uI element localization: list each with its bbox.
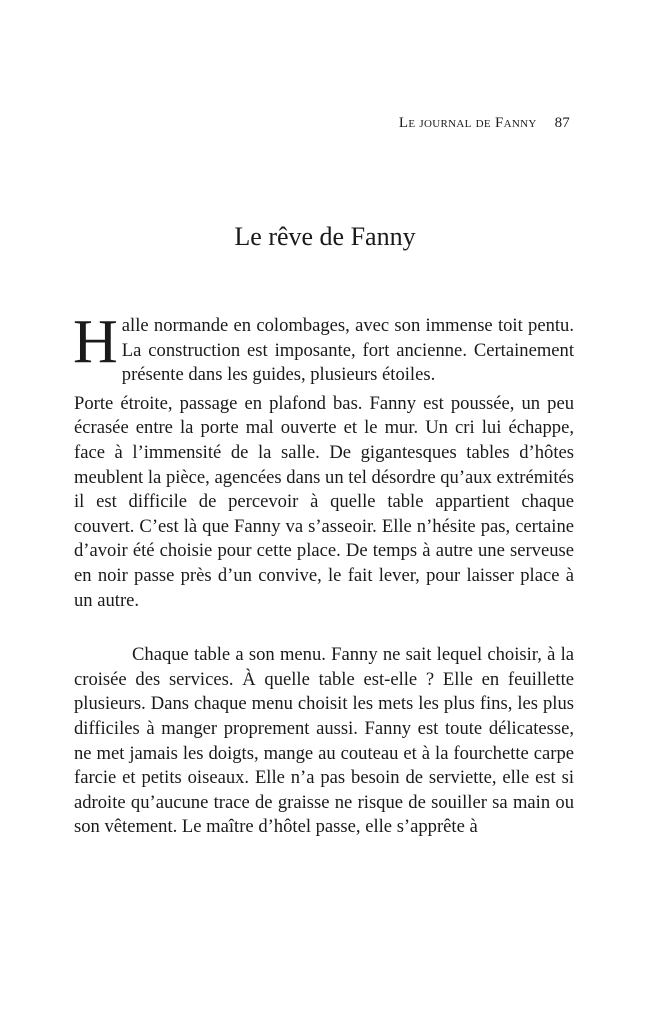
running-header-title: Le journal de Fanny: [398, 115, 537, 131]
page-number: 87: [554, 115, 570, 131]
paragraph-2: Porte étroite, passage en plafond bas. Fanny est poussée, un peu écrasée entre la porte mal ouverte et le mur. Un cri lui échappe, face à l’immensité de la salle. De gigantesques tables d’hôtes meublent la pièce, agencées dans un tel désordre qu’aux extrémités il est difficile de percevoir à quelle table appartient chaque couvert. C’est là que Fanny va s’asseoir. Elle n’hésite pas, certaine d’avoir été choisie pour cette place. De temps à autre une serveuse en noir passe près d’un convive, le fait lever, pour laisser place à un autre.: [74, 392, 574, 611]
chapter-title: Le rêve de Fanny: [234, 222, 416, 251]
drop-cap: H: [73, 308, 118, 376]
paragraph-1-text: alle normande en colombages, avec son immense toit pentu. La construction est imposante, fort ancienne. Certainement présente dans les guides, plusieurs étoiles.: [121, 315, 574, 386]
running-header: [399, 115, 570, 132]
paragraph-3: Chaque table a son menu. Fanny ne sait lequel choisir, à la croisée des services. À quelle table est-elle ? Elle en feuillette plusieurs. Dans chaque menu choisit les mets les plus fins, les plus difficiles à manger proprement aussi. Fanny est toute délicatesse, ne met jamais les doigts, mange au couteau et à la fourchette carpe farcie et petits oiseaux. Elle n’a pas besoin de serviette, elle est si adroite qu’aucune trace de graisse ne risque de souiller sa main ou son vêtement. Le maître d’hôtel passe, elle s’apprête à: [74, 644, 574, 838]
paragraph-1: [73, 308, 574, 388]
body-text: [73, 308, 574, 840]
